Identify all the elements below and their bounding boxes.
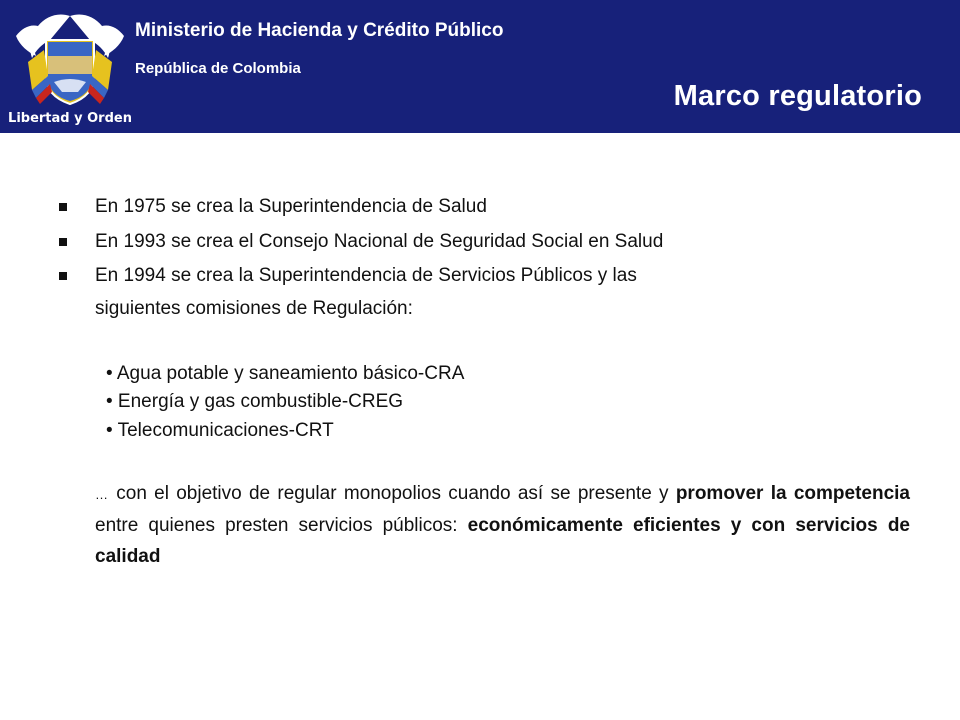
bullet-item: En 1993 se crea el Consejo Nacional de Seguridad Social en Salud (95, 230, 663, 254)
svg-text:Libertad y Orden: Libertad y Orden (8, 111, 132, 126)
bullet-item: En 1975 se crea la Superintendencia de Salud (95, 195, 487, 219)
bullet-item: En 1994 se crea la Superintendencia de Servicios Públicos y las (95, 264, 637, 288)
commission-item: • Agua potable y saneamiento básico-CRA (106, 363, 465, 384)
ministry-name: Ministerio de Hacienda y Crédito Público (135, 20, 504, 41)
republic-name: República de Colombia (135, 60, 301, 77)
slide-title: Marco regulatorio (673, 80, 922, 112)
commission-item: • Energía y gas combustible-CREG (106, 391, 404, 412)
square-bullet-icon (59, 272, 67, 280)
square-bullet-icon (59, 238, 67, 246)
commission-item: • Telecomunicaciones-CRT (106, 420, 334, 441)
bullet-continuation: siguientes comisiones de Regulación: (95, 298, 413, 319)
objective-paragraph: … con el objetivo de regular monopolios cuando así se presente y promover la competencia entre quienes presten servicios públicos: económicamente eficientes y con servicios de calidad (95, 483, 910, 567)
square-bullet-icon (59, 203, 67, 211)
